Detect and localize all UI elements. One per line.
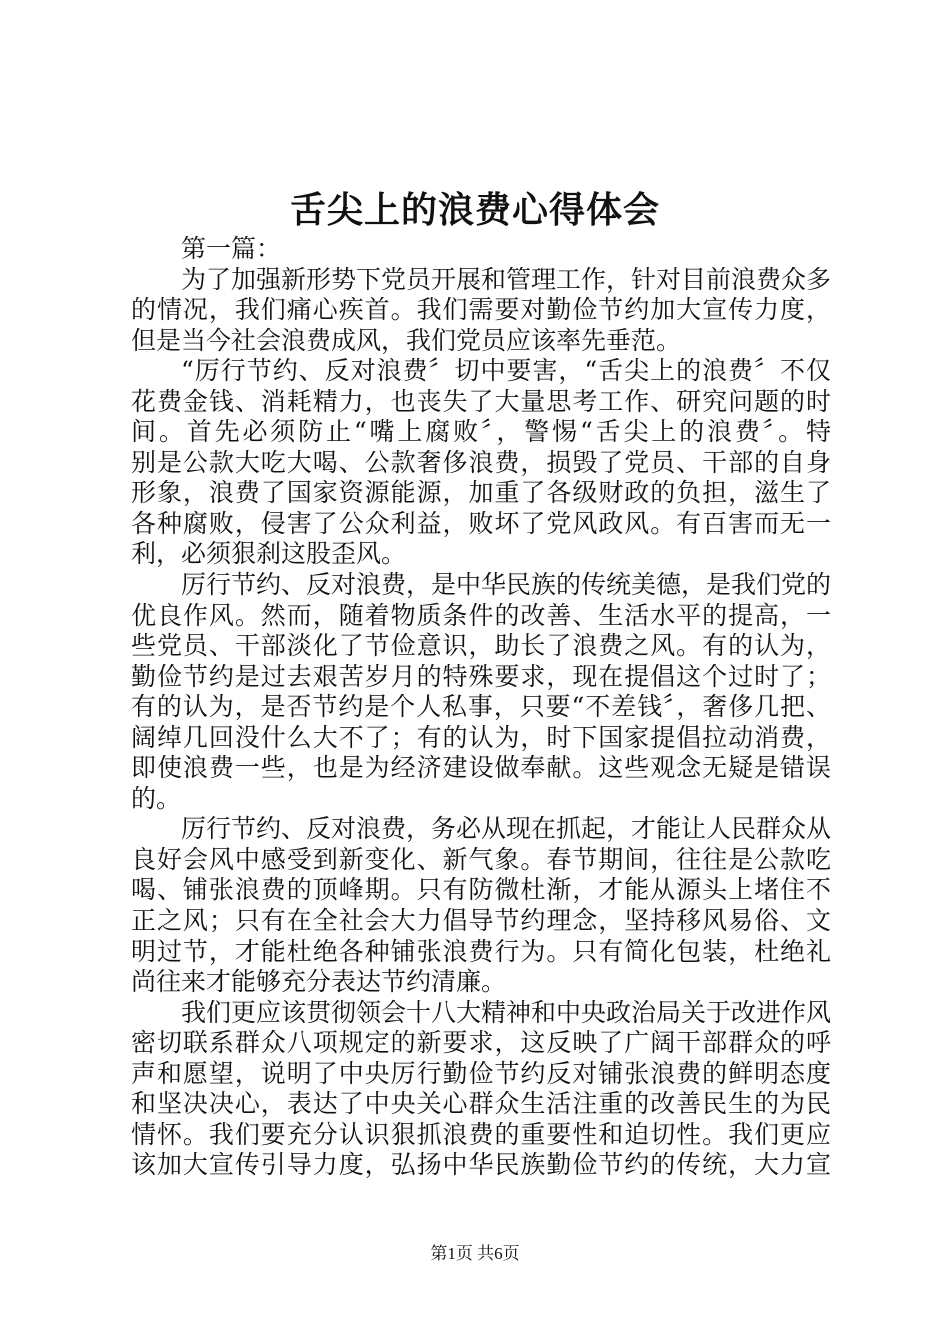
paragraph-line: 喝、铺张浪费的顶峰期。只有防微杜渐，才能从源头上堵住不 — [131, 875, 831, 905]
paragraph-line: 有的认为，是否节约是个人私事，只要“不差钱〞，奢侈几把、 — [131, 692, 831, 722]
paragraph-line: 厉行节约、反对浪费，务必从现在抓起，才能让人民群众从 — [181, 814, 832, 844]
paragraph-line: 利，必须狠刹这股歪风。 — [131, 539, 407, 569]
section-heading: 第一篇： — [181, 234, 282, 263]
paragraph-line: 良好会风中感受到新变化、新气象。春节期间，往往是公款吃 — [131, 844, 831, 874]
paragraph-line: 间。首先必须防止“嘴上腐败〞，警惕“舌尖上的浪费〞。特 — [131, 417, 831, 447]
document-title: 舌尖上的浪费心得体会 — [289, 189, 660, 231]
paragraph-line: 情怀。我们要充分认识狠抓浪费的重要性和迫切性。我们更应 — [131, 1119, 831, 1149]
paragraph-line: 的。 — [131, 783, 182, 813]
paragraph-line: 声和愿望，说明了中央厉行勤俭节约反对铺张浪费的鲜明态度 — [131, 1058, 831, 1088]
paragraph-line: 正之风；只有在全社会大力倡导节约理念，坚持移风易俗、文 — [131, 906, 831, 936]
paragraph-line: 尚往来才能够充分表达节约清廉。 — [131, 967, 507, 997]
paragraph-line: 明过节，才能杜绝各种铺张浪费行为。只有简化包装，杜绝礼 — [131, 936, 831, 966]
paragraph-line: 但是当今社会浪费成风，我们党员应该率先垂范。 — [131, 325, 682, 355]
paragraph-line: 厉行节约、反对浪费，是中华民族的传统美德，是我们党的 — [181, 570, 832, 600]
paragraph-line: 为了加强新形势下党员开展和管理工作，针对目前浪费众多 — [181, 264, 832, 294]
paragraph-line: 勤俭节约是过去艰苦岁月的特殊要求，现在提倡这个过时了； — [131, 661, 831, 691]
paragraph-line: 的情况，我们痛心疾首。我们需要对勤俭节约加大宣传力度， — [131, 295, 831, 325]
paragraph-line: 我们更应该贯彻领会十八大精神和中央政治局关于改进作风 — [181, 997, 832, 1027]
paragraph-line: 些党员、干部淡化了节俭意识，助长了浪费之风。有的认为， — [131, 631, 831, 661]
document-body — [131, 234, 831, 1181]
paragraph-line: 和坚决决心，表达了中央关心群众生活注重的改善民生的为民 — [131, 1089, 831, 1119]
paragraph-line: 各种腐败，侵害了公众利益，败坏了党风政风。有百害而无一 — [131, 508, 831, 538]
paragraph-line: 密切联系群众八项规定的新要求，这反映了广阔干部群众的呼 — [131, 1028, 831, 1058]
page-number-footer: 第1页 共6页 — [430, 1244, 520, 1263]
paragraph-line: 花费金钱、消耗精力，也丧失了大量思考工作、研究问题的时 — [131, 386, 831, 416]
paragraph-line: 形象，浪费了国家资源能源，加重了各级财政的负担，滋生了 — [131, 478, 831, 508]
paragraph-line: “厉行节约、反对浪费〞切中要害，“舌尖上的浪费〞不仅 — [181, 356, 831, 386]
paragraph-line: 阔绰几回没什么大不了；有的认为，时下国家提倡拉动消费， — [131, 722, 831, 752]
paragraph-line: 别是公款大吃大喝、公款奢侈浪费，损毁了党员、干部的自身 — [131, 447, 831, 477]
paragraph-line: 该加大宣传引导力度，弘扬中华民族勤俭节约的传统，大力宣 — [131, 1150, 831, 1180]
paragraph-line: 即使浪费一些，也是为经济建设做奉献。这些观念无疑是错误 — [131, 753, 831, 783]
paragraph-line: 优良作风。然而，随着物质条件的改善、生活水平的提高，一 — [131, 600, 831, 630]
